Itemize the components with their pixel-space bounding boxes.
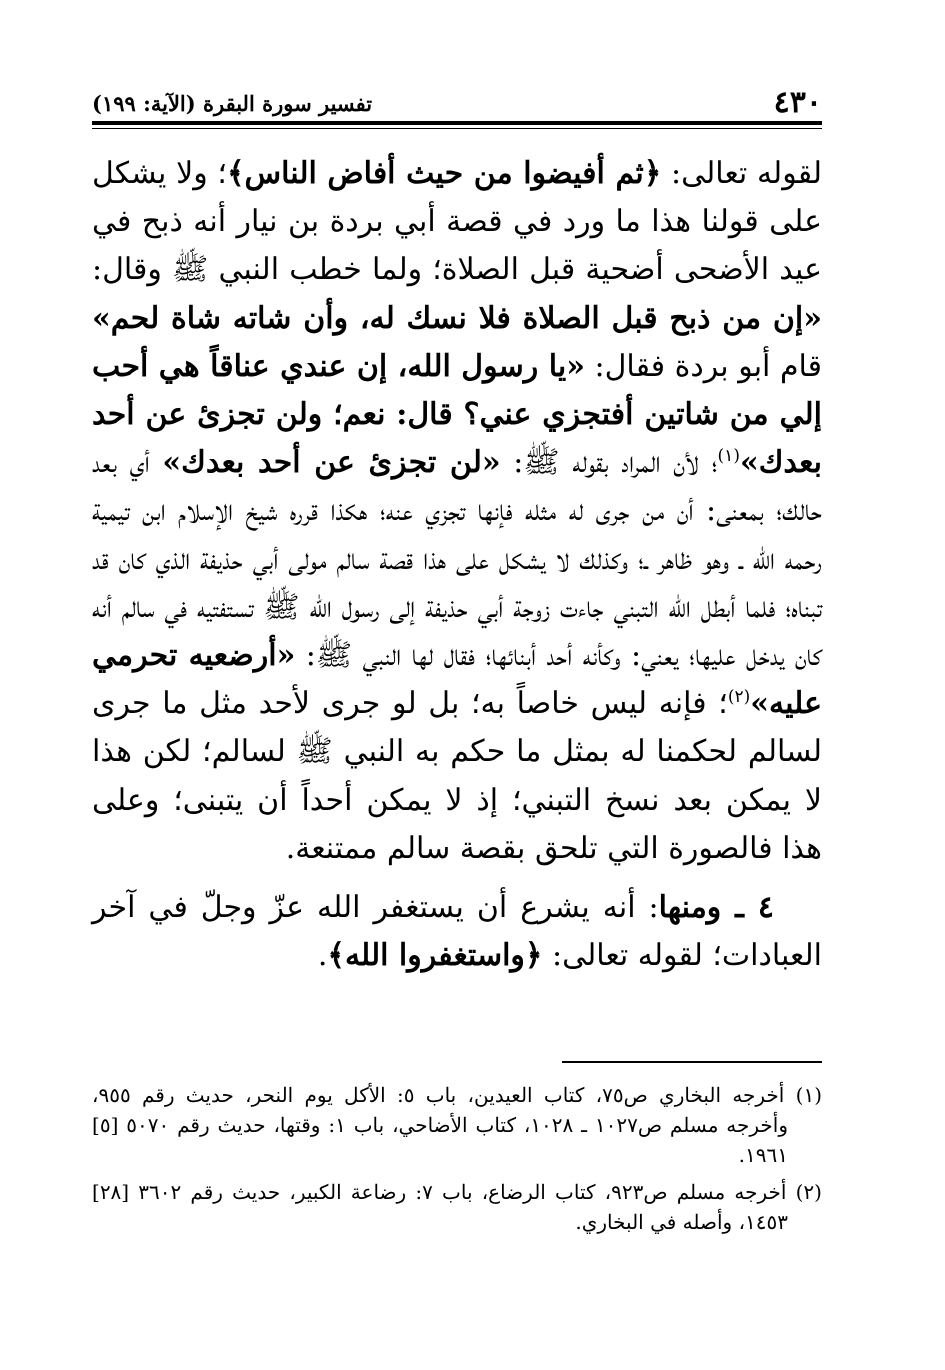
text-run: أي بعد حالك؛ بمعنى: أن من جرى له مثله فإنها تجزي عنه؛ هكذا قرره شيخ الإسلام ابن تيمية رحمه الله ـ وهو ظاهر ـ؛ وكذلك لا يشكل على هذا قصة سالم مولى أبي حذيفة الذي كان قد تبناه؛ فلما أبطل الله التبني جاءت زوجة أبي حذيفة إلى رسول الله ﷺ تستفتيه في سالم أنه كان يدخل عليها؛ يعني: وكأنه أحد أبنائها؛ فقال لها النبي ﷺ: [92,445,822,674]
text-run: لقوله تعالى: [661,156,823,191]
text-run: ؛ لأن المراد بقوله ﷺ: [500,445,718,481]
hadith-quote: «يا رسول الله، إن عندي عناقاً هي أحب إلي من شاتين أفتجزي عني؟ قال: نعم؛ ولن تجزئ عن أحد بعدك» [92,348,822,481]
paragraph [92,150,822,873]
text-run: قام أبو بردة فقال: [584,348,822,384]
text-run: ؛ ولا يشكل على قولنا هذا ما ورد في قصة أبي بردة بن نيار أنه ذبح في عيد الأضحى أضحية قبل الصلاة؛ ولما خطب النبي ﷺ وقال: [92,156,822,288]
footnotes [92,1080,822,1244]
header-rule-thick [92,121,822,125]
text-run: . [317,938,328,974]
footnote-marker: (١) [717,446,740,467]
quran-quote: ﴿ثم أفيضوا من حيث أفاض الناس﴾ [226,156,662,191]
hadith-quote: «أرضعيه تحرمي عليه» [92,638,822,722]
hadith-quote: «إن من ذبح قبل الصلاة فلا نسك له، وأن شاته شاة لحم» [92,300,822,336]
footnote: (١) أخرجه البخاري ص٧٥، كتاب العيدين، باب ٥: الأكل يوم النحر، حديث رقم ٩٥٥، وأخرجه مسلم ص١٠٢٧ ـ ١٠٢٨، كتاب الأضاحي، باب ١: وقتها، حديث رقم ٥٠٧٠ [٥] ١٩٦١. [92,1083,823,1167]
footnote-separator [562,1061,822,1063]
page-header [92,86,822,120]
page-number: ٤٣٠ [773,85,822,120]
footnote: (٢) أخرجه مسلم ص٩٢٣، كتاب الرضاع، باب ٧: رضاعة الكبير، حديث رقم ٣٦٠٢ [٢٨] ١٤٥٣، وأصله في البخاري. [92,1180,822,1234]
footnote-marker: (٢) [727,687,751,708]
header-rule-thin [92,128,822,129]
point-lead: ٤ ـ ومنها [658,890,774,926]
text-run: ؛ فإنه ليس خاصاً به؛ بل لو جرى لأحد مثل ما جرى لسالم لحكمنا له بمثل ما حكم به النبي ﷺ لسالم؛ لكن هذا لا يمكن بعد نسخ التبني؛ إذ لا يمكن أحداً أن يتبنى؛ وعلى هذا فالصورة التي تلحق بقصة سالم ممتنعة. [92,686,822,866]
hadith-quote: «لن تجزئ عن أحد بعدك» [162,445,501,481]
numbered-point [92,884,822,980]
text-run: : أنه يشرع أن يستغفر الله عزّ وجلّ في آخر العبادات؛ لقوله تعالى: [92,890,822,974]
main-text [92,150,822,980]
quran-quote: ﴿واستغفروا الله﴾ [327,938,543,974]
running-title: تفسير سورة البقرة (الآية: ١٩٩) [92,91,373,116]
